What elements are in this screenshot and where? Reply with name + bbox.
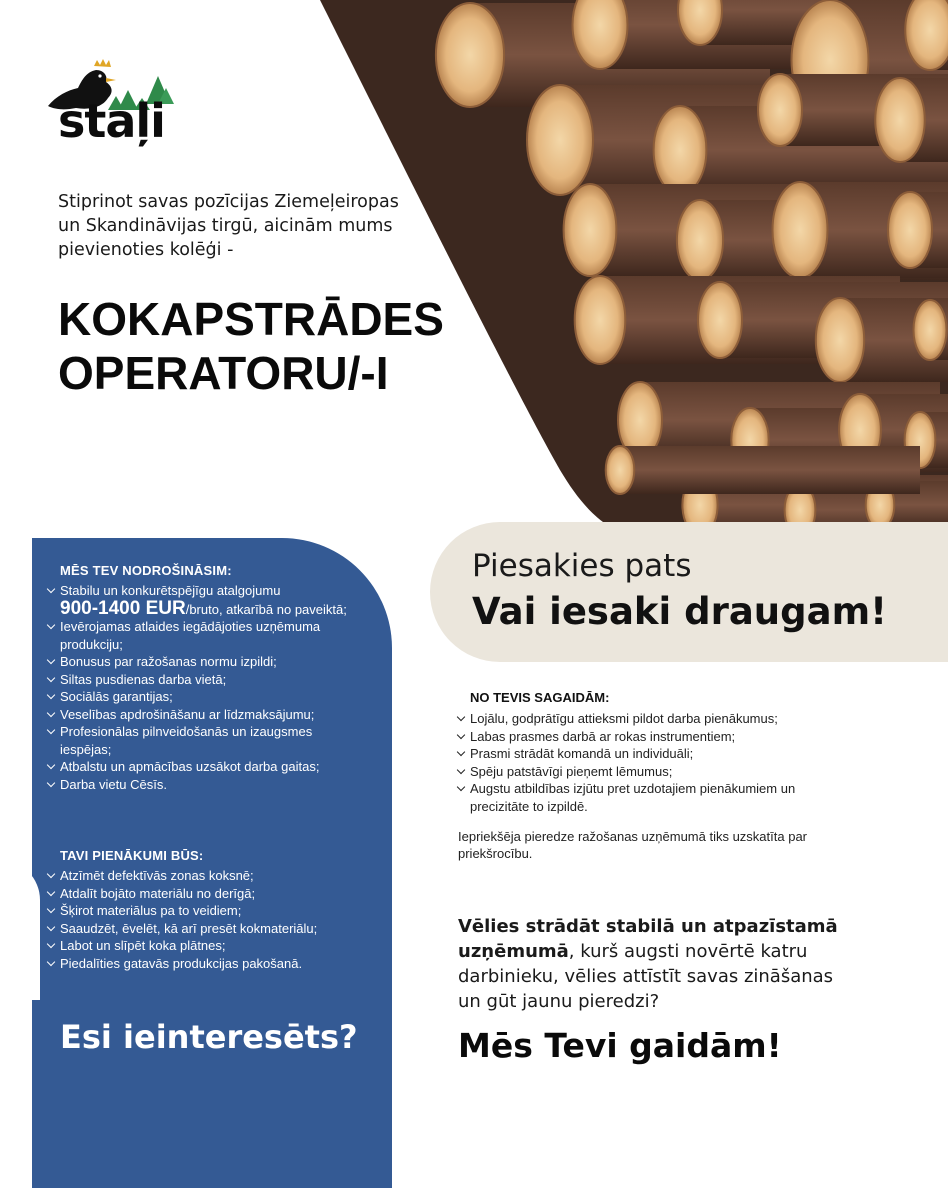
log-end	[875, 78, 925, 162]
duty-item: Šķirot materiālus pa to veidiem;	[46, 902, 366, 920]
benefit-salary	[46, 582, 366, 618]
log-end	[677, 200, 723, 280]
duty-item: Piedalīties gatavās produkcijas pakošanā.	[46, 955, 366, 973]
log-end	[914, 300, 947, 360]
log-end	[564, 184, 617, 276]
closing-text	[458, 914, 858, 1014]
log-end	[698, 282, 742, 358]
closing-rest: , kurš augsti novērtē katru darbinieku, vēlies attīstīt savas zināšanas un gūt jaunu pieredzi?	[458, 941, 834, 1012]
duties-list	[46, 867, 366, 972]
duty-item: Atdalīt bojāto materiālu no derīgā;	[46, 885, 366, 903]
benefit-item: Profesionālas pilnveidošanās un izaugsmes iespējas;	[46, 723, 366, 758]
expectations-heading: NO TEVIS SAGAIDĀM:	[470, 690, 610, 705]
expectation-item: Spēju patstāvīgi pieņemt lēmumus;	[456, 763, 836, 781]
duty-item: Labot un slīpēt koka plātnes;	[46, 937, 366, 955]
log-end	[758, 74, 802, 146]
log-end	[888, 192, 932, 268]
intro-text: Stiprinot savas pozīcijas Ziemeļeiropas un Skandināvijas tirgū, aicinām mums pievienoties kolēģi -	[58, 192, 399, 260]
log-end	[816, 298, 864, 382]
cta-waiting: Mēs Tevi gaidām!	[458, 1026, 782, 1065]
panel-notch	[0, 860, 40, 1000]
benefit-item: Bonusus par ražošanas normu izpildi;	[46, 653, 366, 671]
experience-note: Iepriekšēja pieredze ražošanas uzņēmumā tiks uzskatīta par priekšrocību.	[458, 829, 808, 861]
log-end	[606, 446, 635, 494]
expectation-item: Prasmi strādāt komandā un individuāli;	[456, 745, 836, 763]
expectations-list	[456, 710, 836, 815]
duty-item: Saaudzēt, ēvelēt, kā arī presēt kokmateriālu;	[46, 920, 366, 938]
benefit-item: Atbalstu un apmācības uzsākot darba gaitas;	[46, 758, 366, 776]
benefit-item: Darba vietu Cēsīs.	[46, 776, 366, 794]
page-title	[58, 292, 478, 400]
log-end	[654, 106, 707, 194]
benefits-heading: MĒS TEV NODROŠINĀSIM:	[60, 563, 232, 578]
expectation-item: Lojālu, godprātīgu attieksmi pildot darba pienākumus;	[456, 710, 836, 728]
apply-line-1: Piesakies pats	[472, 548, 692, 584]
apply-line-2: Vai iesaki draugam!	[472, 590, 888, 633]
log-end	[773, 182, 828, 278]
expectation-item: Labas prasmes darbā ar rokas instrumentiem;	[456, 728, 836, 746]
benefit-item: Veselības apdrošināšanu ar līdzmaksājumu;	[46, 706, 366, 724]
benefit-item: Ievērojamas atlaides iegādājoties uzņēmuma produkciju;	[46, 618, 366, 653]
log-bark	[620, 446, 920, 494]
log-end	[436, 3, 504, 107]
benefits-list	[46, 582, 366, 793]
duty-item: Atzīmēt defektīvās zonas koksnē;	[46, 867, 366, 885]
benefit-item: Siltas pusdienas darba vietā;	[46, 671, 366, 689]
log-end	[575, 276, 626, 364]
expectation-item: Augstu atbildības izjūtu pret uzdotajiem pienākumiem un precizitāte to izpildē.	[456, 780, 836, 815]
title-line-1: KOKAPSTRĀDES	[58, 293, 444, 345]
title-line-2: OPERATORU/-I	[58, 347, 389, 399]
salary-prefix: Stabilu un konkurētspējīgu atalgojumu	[60, 583, 281, 598]
benefit-item: Sociālās garantijas;	[46, 688, 366, 706]
salary-amount: 900-1400 EUR	[60, 597, 186, 619]
salary-suffix: /bruto, atkarībā no paveiktā;	[185, 601, 347, 617]
log-end	[527, 85, 593, 195]
closing-bold: Vēlies strādāt stabilā un atpazīstamā uzņēmumā	[458, 916, 838, 962]
logo-wordmark: staļi	[58, 94, 165, 148]
duties-heading: TAVI PIENĀKUMI BŪS:	[60, 848, 204, 863]
cta-interested: Esi ieinteresēts?	[60, 1018, 358, 1056]
